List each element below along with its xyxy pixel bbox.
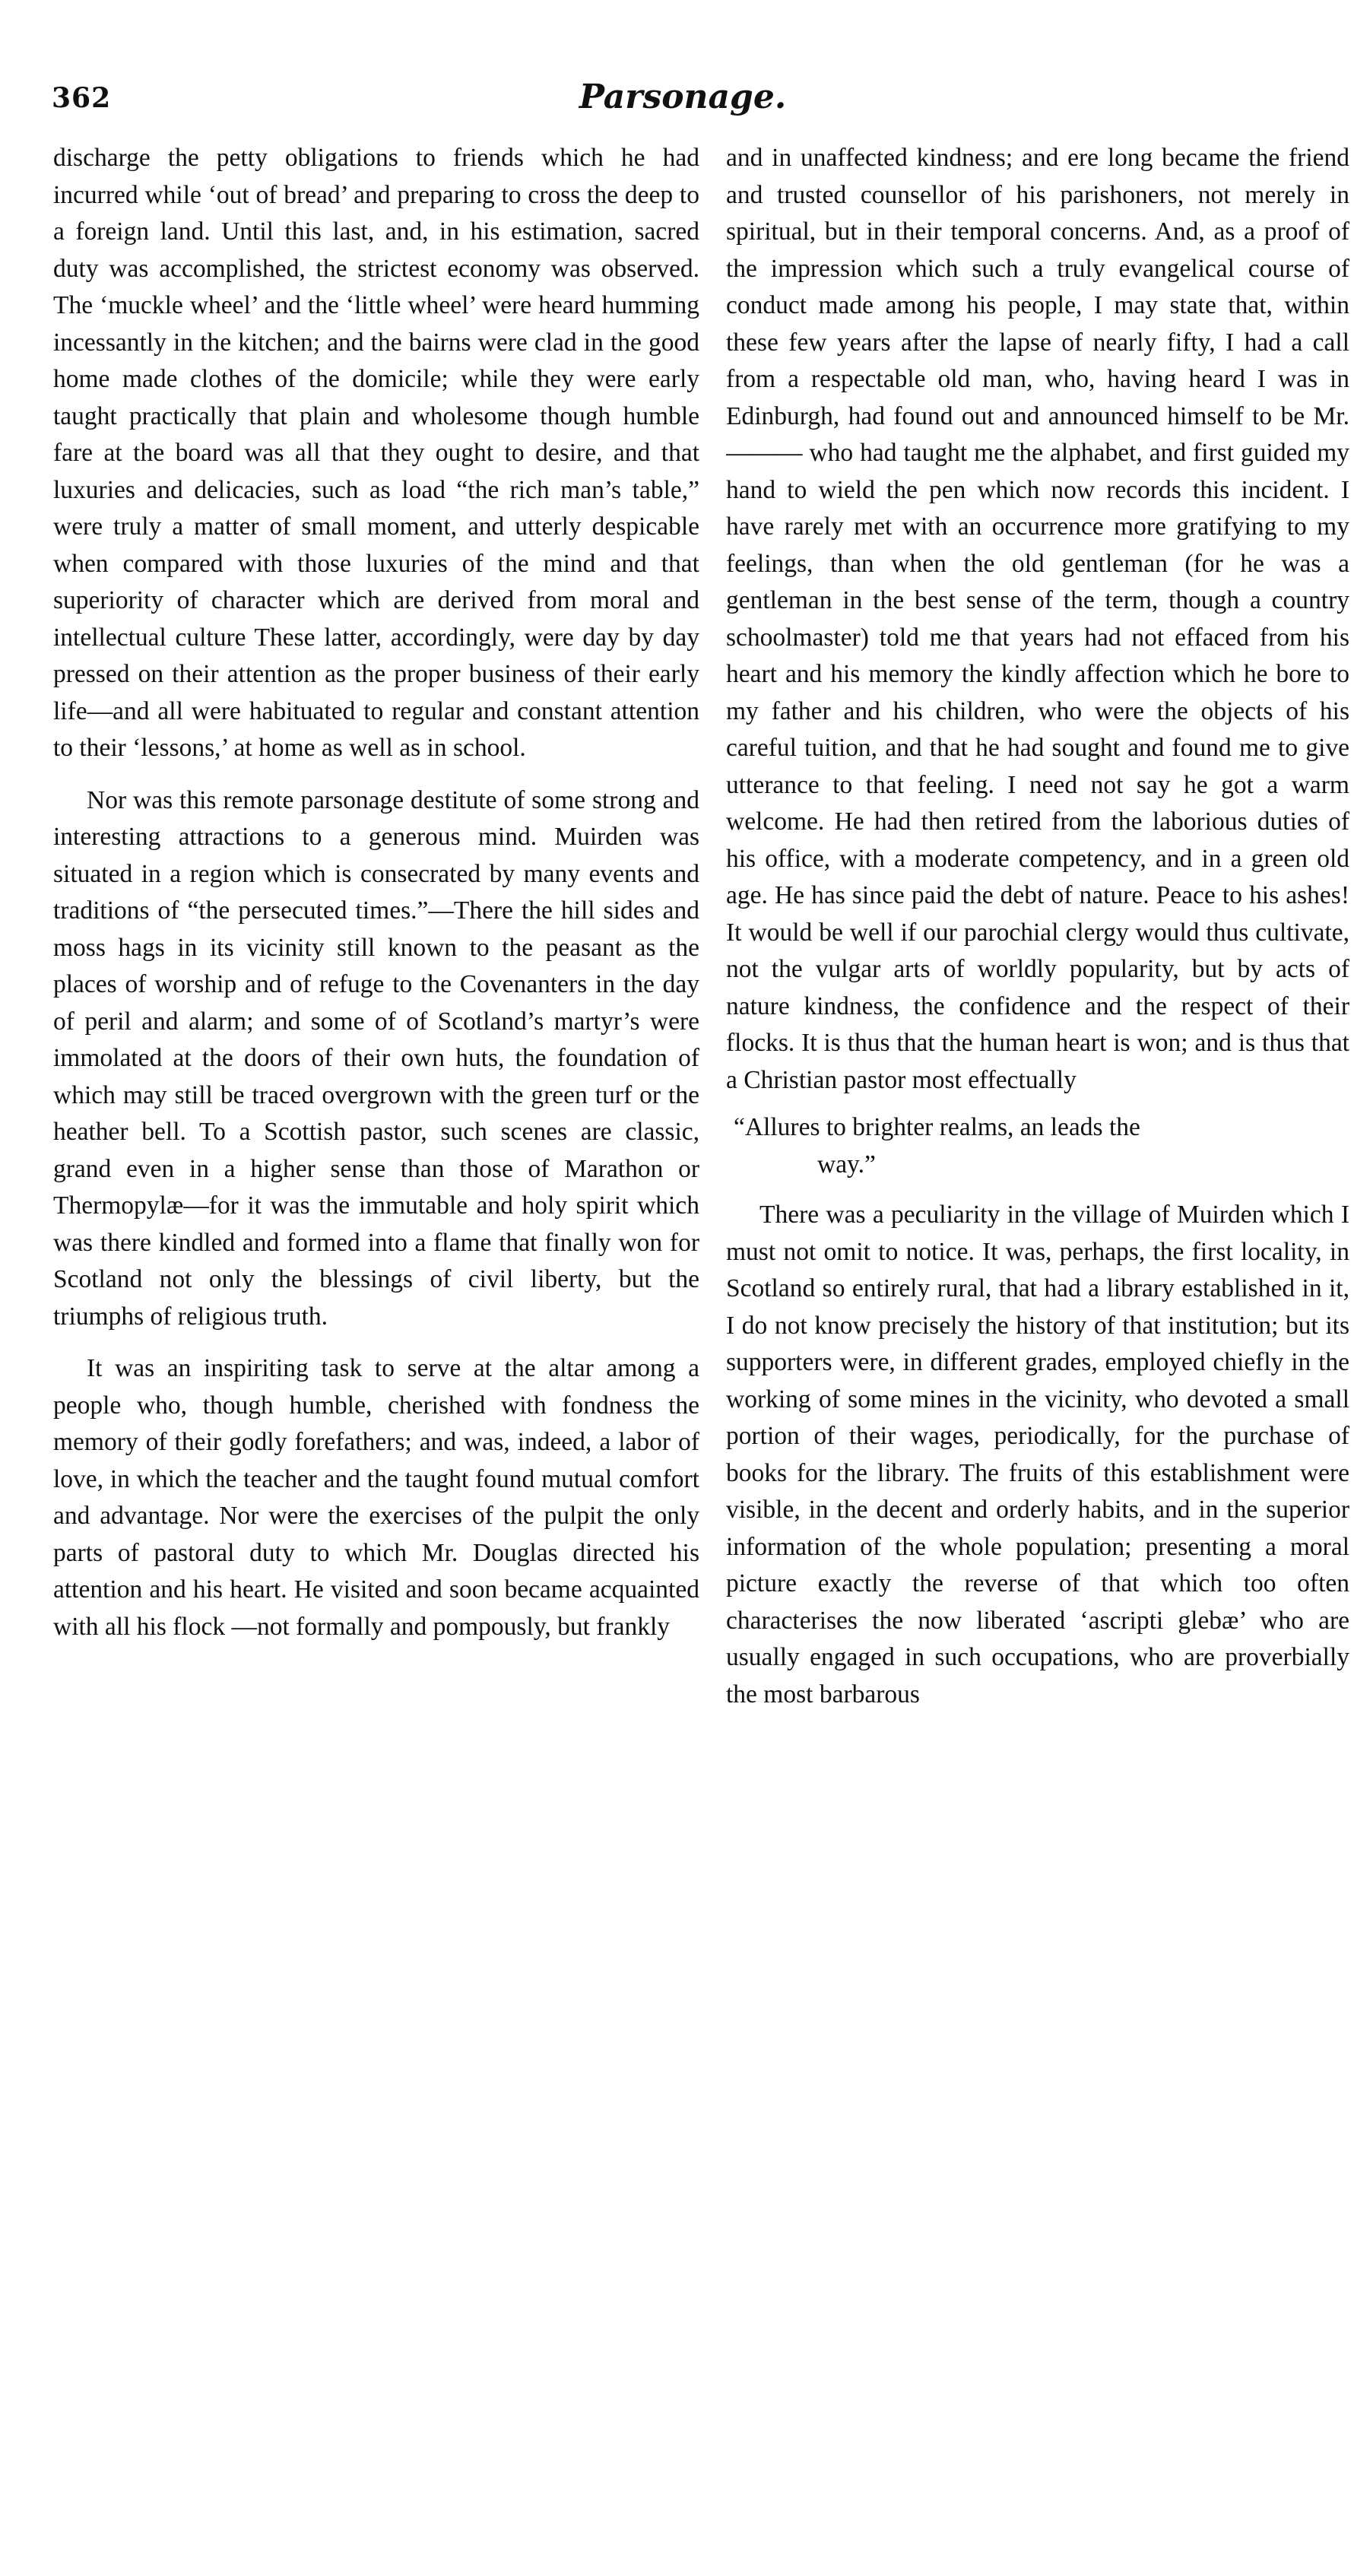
right-column — [726, 140, 1349, 2436]
left-paragraph-3: It was an inspiriting task to serve at the altar among a people who, though humble, cherished with fondness the memory of their godly forefathers; and was, indeed, a labor of love, in which the teacher and the taught found mutual comfort and advantage. Nor were the exercises of the pulpit the only parts of pastoral duty to which Mr. Douglas directed his attention and his heart. He visited and soon became acquainted with all his flock —not formally and pompously, but frankly — [53, 1354, 699, 1641]
quote-line-1: “Allures to brighter realms, an leads the — [734, 1113, 1140, 1141]
verse-quotation — [734, 1109, 1349, 1183]
running-header — [52, 78, 1314, 135]
quote-line-2: way.” — [817, 1150, 876, 1179]
right-paragraph-2: There was a peculiarity in the village of Muirden which I must not omit to notice. It was, perhaps, the first locality, in Scotland so entirely rural, that had a library established in it, I do not know precisely the history of that institution; but its supporters were, in different grades, employed chiefly in the working of some mines in the vicinity, who devoted a small portion of their wages, periodically, for the purchase of books for the library. The fruits of this establishment were visible, in the decent and orderly habits, and in the superior information of the whole population; presenting a moral picture exactly the reverse of that which too often characterises the now liberated ‘ascripti glebæ’ who are usually engaged in such occupations, who are proverbially the most barbarous — [726, 1201, 1349, 1708]
left-column — [53, 140, 699, 1645]
left-paragraph-2: Nor was this remote parsonage destitute of some strong and interesting attractions to a generous mind. Muirden was situated in a region which is consecrated by many events and traditions of “the persecuted times.”—There the hill sides and moss hags in its vicinity still known to the peasant as the places of worship and of refuge to the Covenanters in the day of peril and alarm; and some of of Scotland’s martyr’s were immolated at the doors of their own huts, the foundation of which may still be traced overgrown with the green turf or the heather bell. To a Scottish pastor, such scenes are classic, grand even in a higher sense than those of Marathon or Thermopylæ—for it was the immutable and holy spirit which was there kindled and formed into a flame that finally won for Scotland not only the blessings of civil liberty, but the triumphs of religious truth. — [53, 785, 699, 1331]
right-paragraph-1: and in unaffected kindness; and ere long became the friend and trusted counsellor of his parishoners, not merely in spiritual, but in their temporal concerns. And, as a proof of the impression which such a truly evangelical course of conduct made among his people, I may state that, within these few years after the lapse of nearly fifty, I had a call from a respectable old man, who, having heard I was in Edinburgh, had found out and announced himself to be Mr. ——— who had taught me the alphabet, and first guided my hand to wield the pen which now records this incident. I have rarely met with an occurrence more gratifying to my feelings, than when the old gentleman (for he was a gentleman in the best sense of the term, though a country schoolmaster) told me that years had not effaced from his heart and his memory the kindly affection which he bore to my father and his children, who were the objects of his careful tuition, and that he had sought and found me to give utterance to that feeling. I need not say he got a warm welcome. He had then retired from the laborious duties of his office, with a moderate competency, and in a green old age. He has since paid the debt of nature. Peace to his ashes! It would be well if our parochial clergy would thus cultivate, not the vulgar arts of worldly popularity, but by acts of nature kindness, the confidence and the respect of their flocks. It is thus that the human heart is won; and is thus that a Christian pastor most effectually — [726, 144, 1349, 1094]
page-number: 362 — [52, 82, 112, 114]
running-title: Parsonage. — [579, 78, 787, 116]
left-paragraph-1: discharge the petty obligations to friends which he had incurred while ‘out of bread’ and preparing to cross the deep to a foreign land. Until this last, and, in his estimation, sacred duty was accomplished, the strictest economy was observed. The ‘muckle wheel’ and the ‘little wheel’ were heard humming incessantly in the kitchen; and the bairns were clad in the good home made clothes of the domicile; while they were early taught practically that plain and wholesome though humble fare at the board was all that they ought to desire, and that luxuries and delicacies, such as load “the rich man’s table,” were truly a matter of small moment, and utterly despicable when compared with those luxuries of the mind and that superiority of character which are derived from moral and intellectual culture These latter, accordingly, were day by day pressed on their attention as the proper business of their early life—and all were habituated to regular and constant attention to their ‘lessons,’ at home as well as in school. — [53, 144, 699, 762]
